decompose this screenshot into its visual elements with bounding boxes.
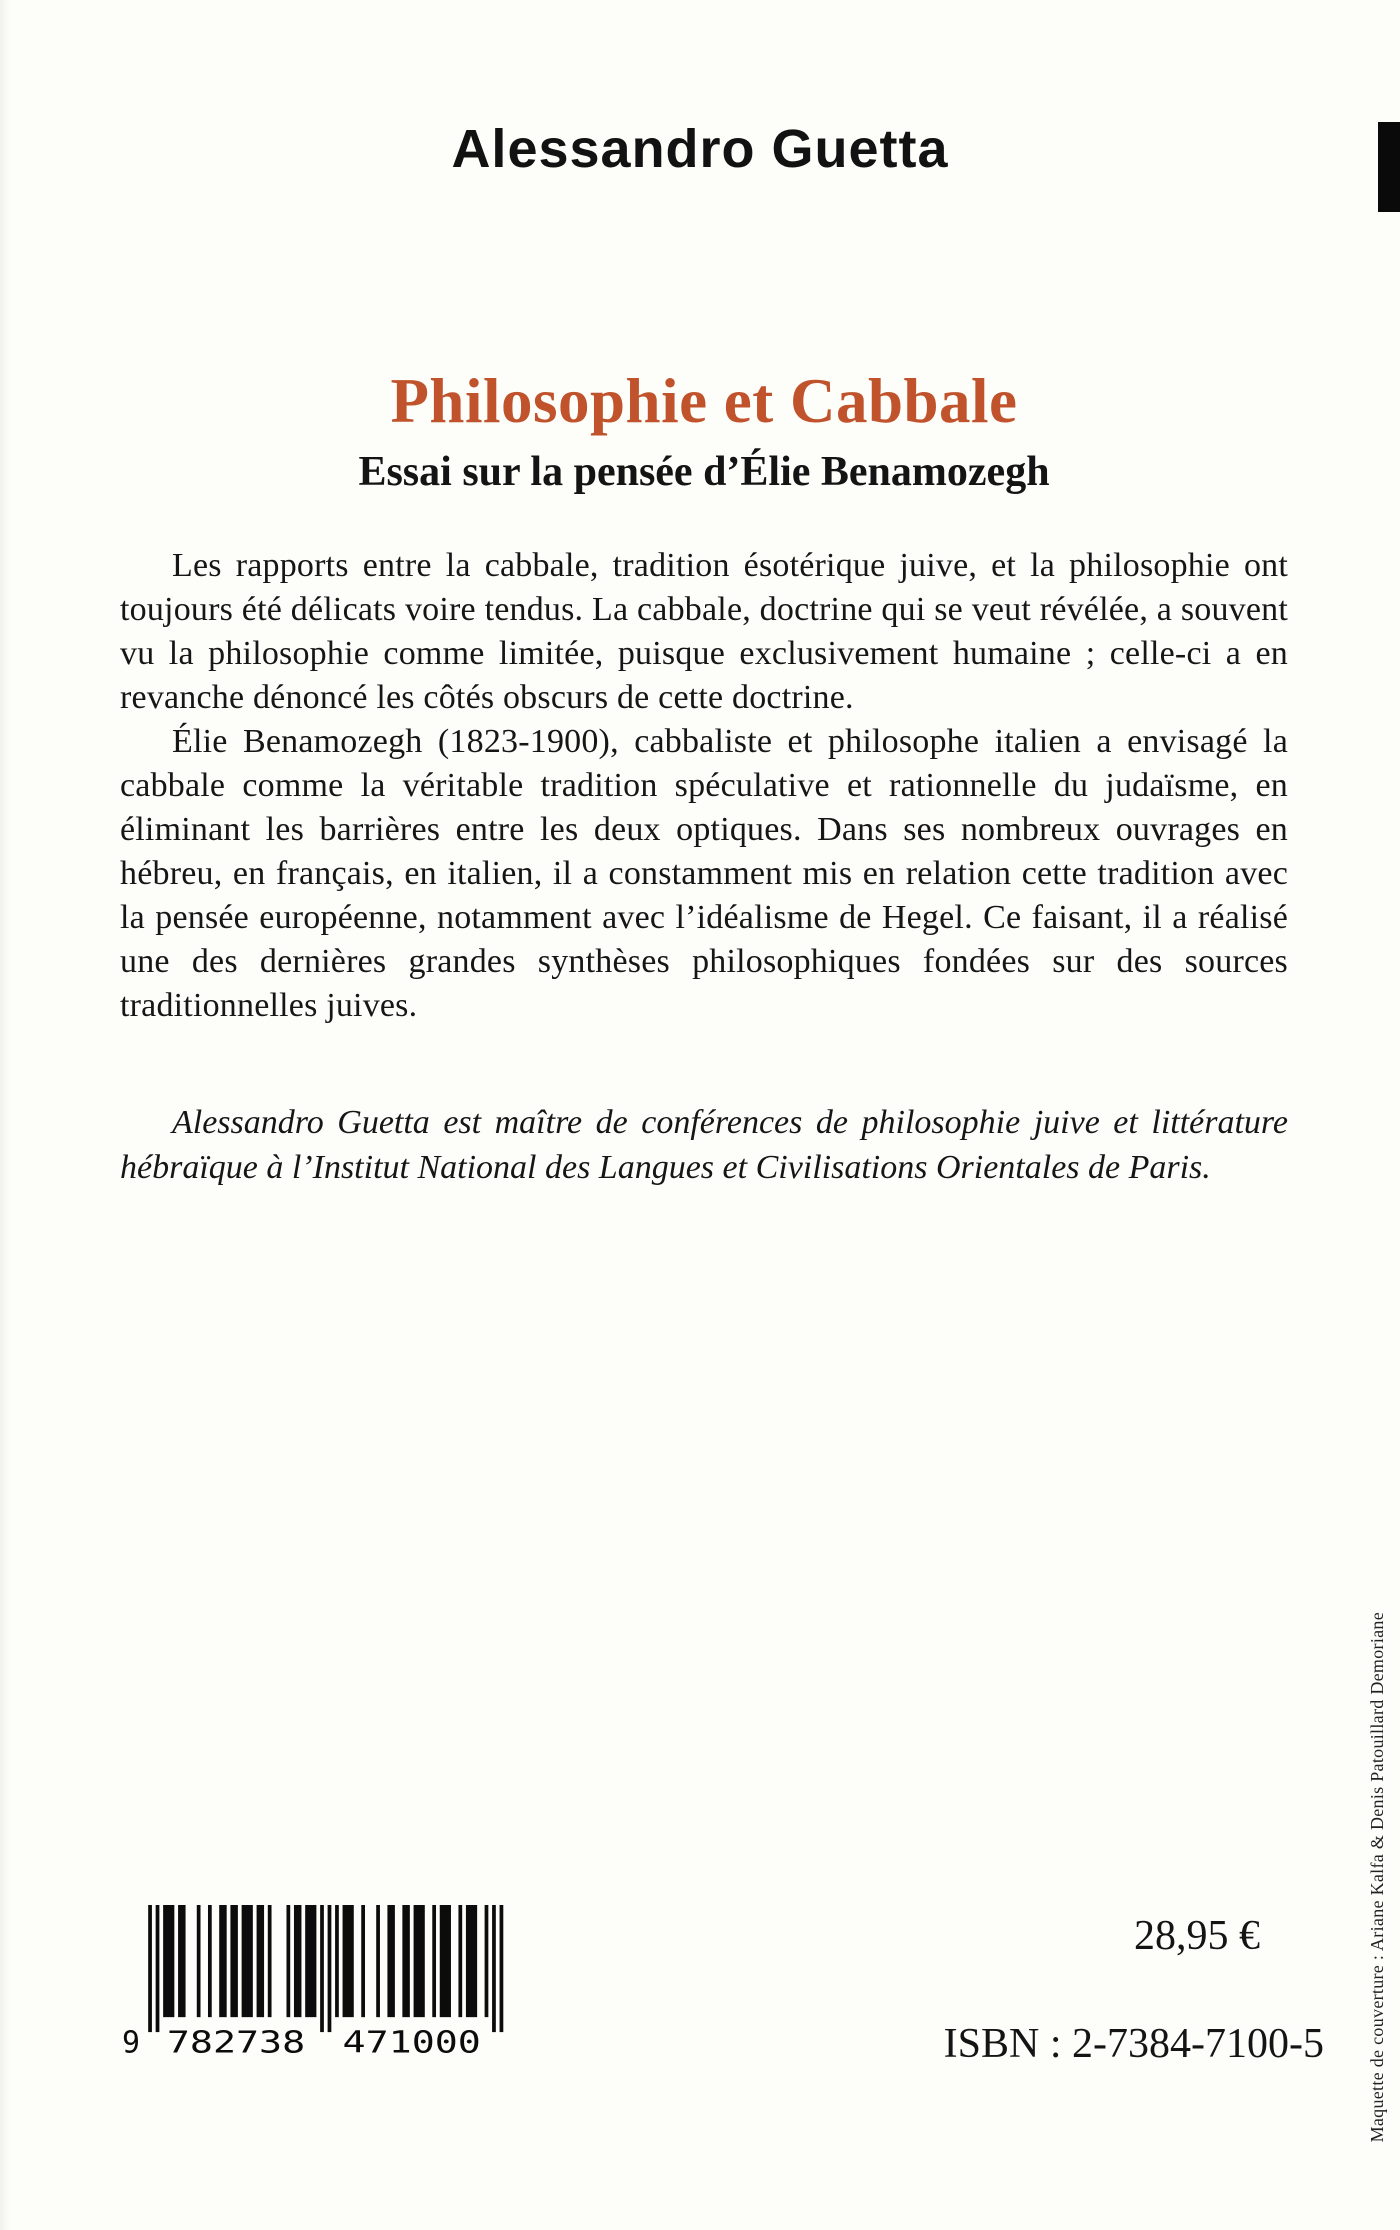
barcode [122, 1905, 522, 2058]
svg-text:782738: 782738 [166, 2025, 306, 2059]
author-name: Alessandro Guetta [451, 119, 949, 179]
description-paragraph: Élie Benamozegh (1823-1900), cabbaliste et philosophe italien a envisagé la cabbale comme la véritable tradition spéculative et rationnelle du judaïsme, en éliminant les barrières entre les deux optiques. Dans ses nombreux ouvrages en hébreu, en français, en italien, il a constamment mis en relation cette tradition avec la pensée européenne, notamment avec l’idéalisme de Hegel. Ce faisant, il a réalisé une des dernières grandes synthèses philosophiques fondées sur des sources traditionnelles juives. [120, 723, 1288, 1024]
description-paragraph: Les rapports entre la cabbale, tradition ésotérique juive, et la philosophie ont toujours été délicats voire tendus. La cabbale, doctrine qui se veut révélée, a souvent vu la philosophie comme limitée, puisque exclusivement humaine ; celle-ci a en revanche dénoncé les côtés obscurs de cette doctrine. [120, 547, 1288, 716]
svg-text:471000: 471000 [342, 2025, 481, 2059]
book-title: Philosophie et Cabbale [390, 366, 1018, 436]
book-subtitle: Essai sur la pensée d’Élie Benamozegh [358, 449, 1050, 495]
back-cover-text [120, 544, 1288, 1028]
cover-credit: Maquette de couverture : Ariane Kalfa & Denis Patouillard Demoriane [1367, 1611, 1387, 2142]
barcode-image [122, 1905, 522, 2058]
title-block [120, 365, 1288, 496]
spine-mark [1378, 122, 1400, 212]
price: 28,95 € [1134, 1913, 1260, 1959]
svg-text:9: 9 [122, 2025, 141, 2059]
isbn: ISBN : 2-7384-7100-5 [943, 2021, 1324, 2067]
author-bio: Alessandro Guetta est maître de conférences de philosophie juive et littérature hébraïque à l’Institut National des Langues et Civilisations Orientales de Paris. [120, 1104, 1288, 1186]
